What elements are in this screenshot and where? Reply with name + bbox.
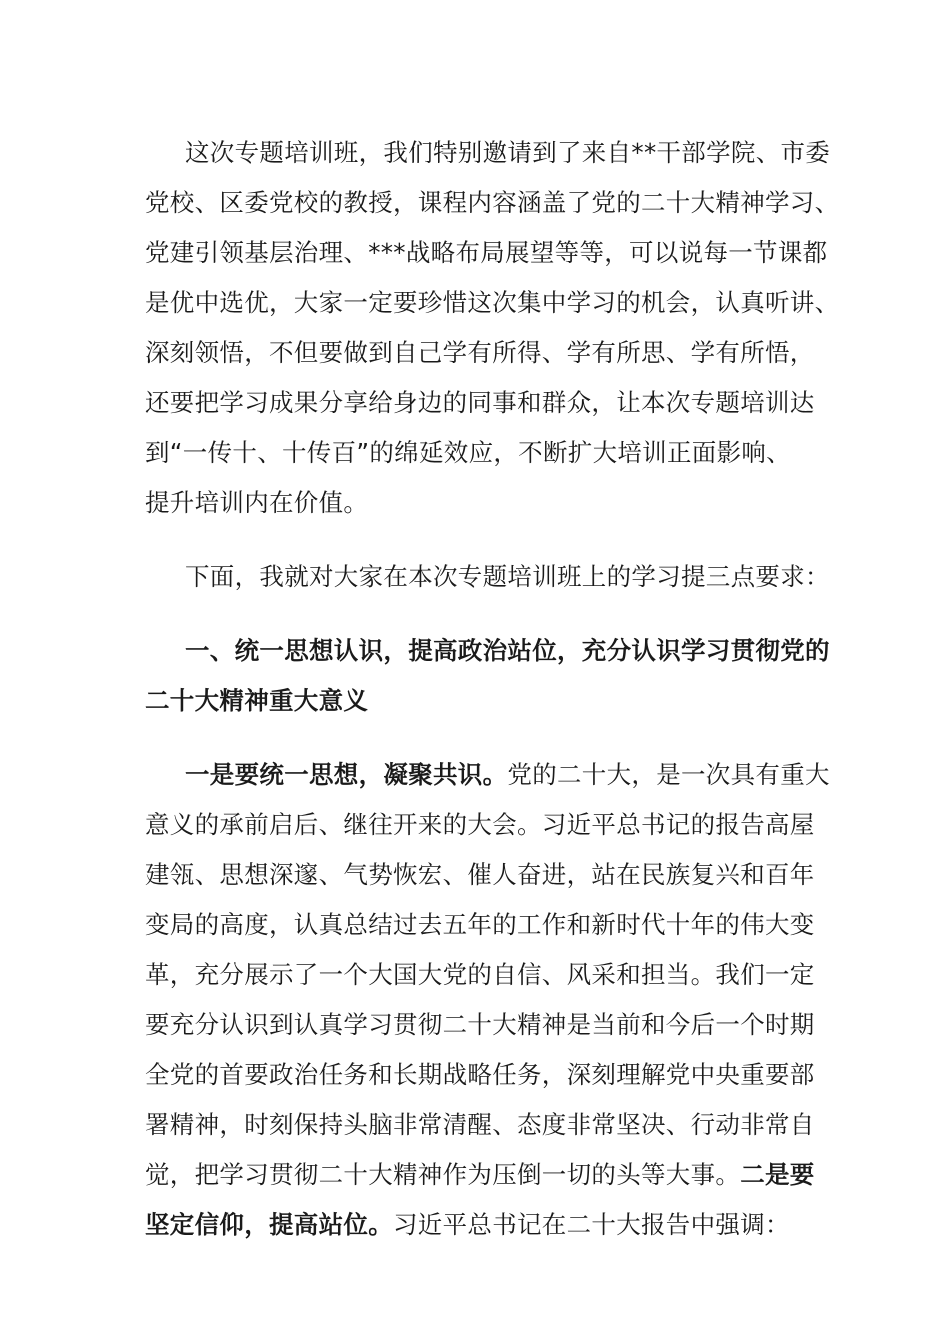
paragraph-line: 要充分认识到认真学习贯彻二十大精神是当前和今后一个时期 — [145, 1010, 815, 1039]
paragraph-line: 到“一传十、十传百”的绵延效应，不断扩大培训正面影响、 — [145, 438, 791, 467]
paragraph-spacer — [145, 528, 820, 552]
paragraph-2 — [145, 552, 830, 602]
bold-lead-phrase: 坚定信仰，提高站位。 — [145, 1210, 393, 1239]
section-heading-1 — [145, 626, 830, 726]
paragraph-line: 全党的首要政治任务和长期战略任务，深刻理解党中央重要部 — [145, 1060, 815, 1089]
paragraph-text: 觉，把学习贯彻二十大精神作为压倒一切的头等大事。 — [145, 1160, 741, 1189]
paragraph-line: 还要把学习成果分享给身边的同事和群众，让本次专题培训达 — [145, 388, 815, 417]
paragraph-line: 这次专题培训班，我们特别邀请到了来自**干部学院、市委 — [185, 138, 831, 167]
paragraph-line: 建瓴、思想深邃、气势恢宏、催人奋进，站在民族复兴和百年 — [145, 860, 815, 889]
heading-line: 二十大精神重大意义 — [145, 686, 369, 715]
paragraph-line: 提升培训内在价值。 — [145, 488, 369, 517]
bold-lead-phrase: 二是要 — [740, 1160, 815, 1189]
paragraph-3 — [145, 750, 830, 1250]
paragraph-line: 党校、区委党校的教授，课程内容涵盖了党的二十大精神学习、 — [145, 188, 840, 217]
bold-lead-phrase: 一是要统一思想，凝聚共识。 — [185, 760, 508, 789]
paragraph-line: 革，充分展示了一个大国大党的自信、风采和担当。我们一定 — [145, 960, 815, 989]
paragraph-line: 变局的高度，认真总结过去五年的工作和新时代十年的伟大变 — [145, 910, 815, 939]
document-page — [145, 128, 840, 1250]
paragraph-line: 党建引领基层治理、***战略布局展望等等，可以说每一节课都 — [145, 238, 828, 267]
paragraph-spacer — [145, 602, 820, 626]
heading-line: 一、统一思想认识，提高政治站位，充分认识学习贯彻党的 — [185, 636, 830, 665]
paragraph-spacer — [145, 726, 820, 750]
paragraph-1 — [145, 128, 840, 528]
paragraph-line: 意义的承前启后、继往开来的大会。习近平总书记的报告高屋 — [145, 810, 815, 839]
paragraph-line: 是优中选优，大家一定要珍惜这次集中学习的机会，认真听讲、 — [145, 288, 840, 317]
paragraph-line: 深刻领悟，不但要做到自己学有所得、学有所思、学有所悟， — [145, 338, 815, 367]
paragraph-line: 署精神，时刻保持头脑非常清醒、态度非常坚决、行动非常自 — [145, 1110, 815, 1139]
paragraph-line: 下面，我就对大家在本次专题培训班上的学习提三点要求： — [185, 562, 830, 591]
paragraph-text: 党的二十大，是一次具有重大 — [507, 760, 830, 789]
paragraph-text: 习近平总书记在二十大报告中强调： — [393, 1210, 790, 1239]
